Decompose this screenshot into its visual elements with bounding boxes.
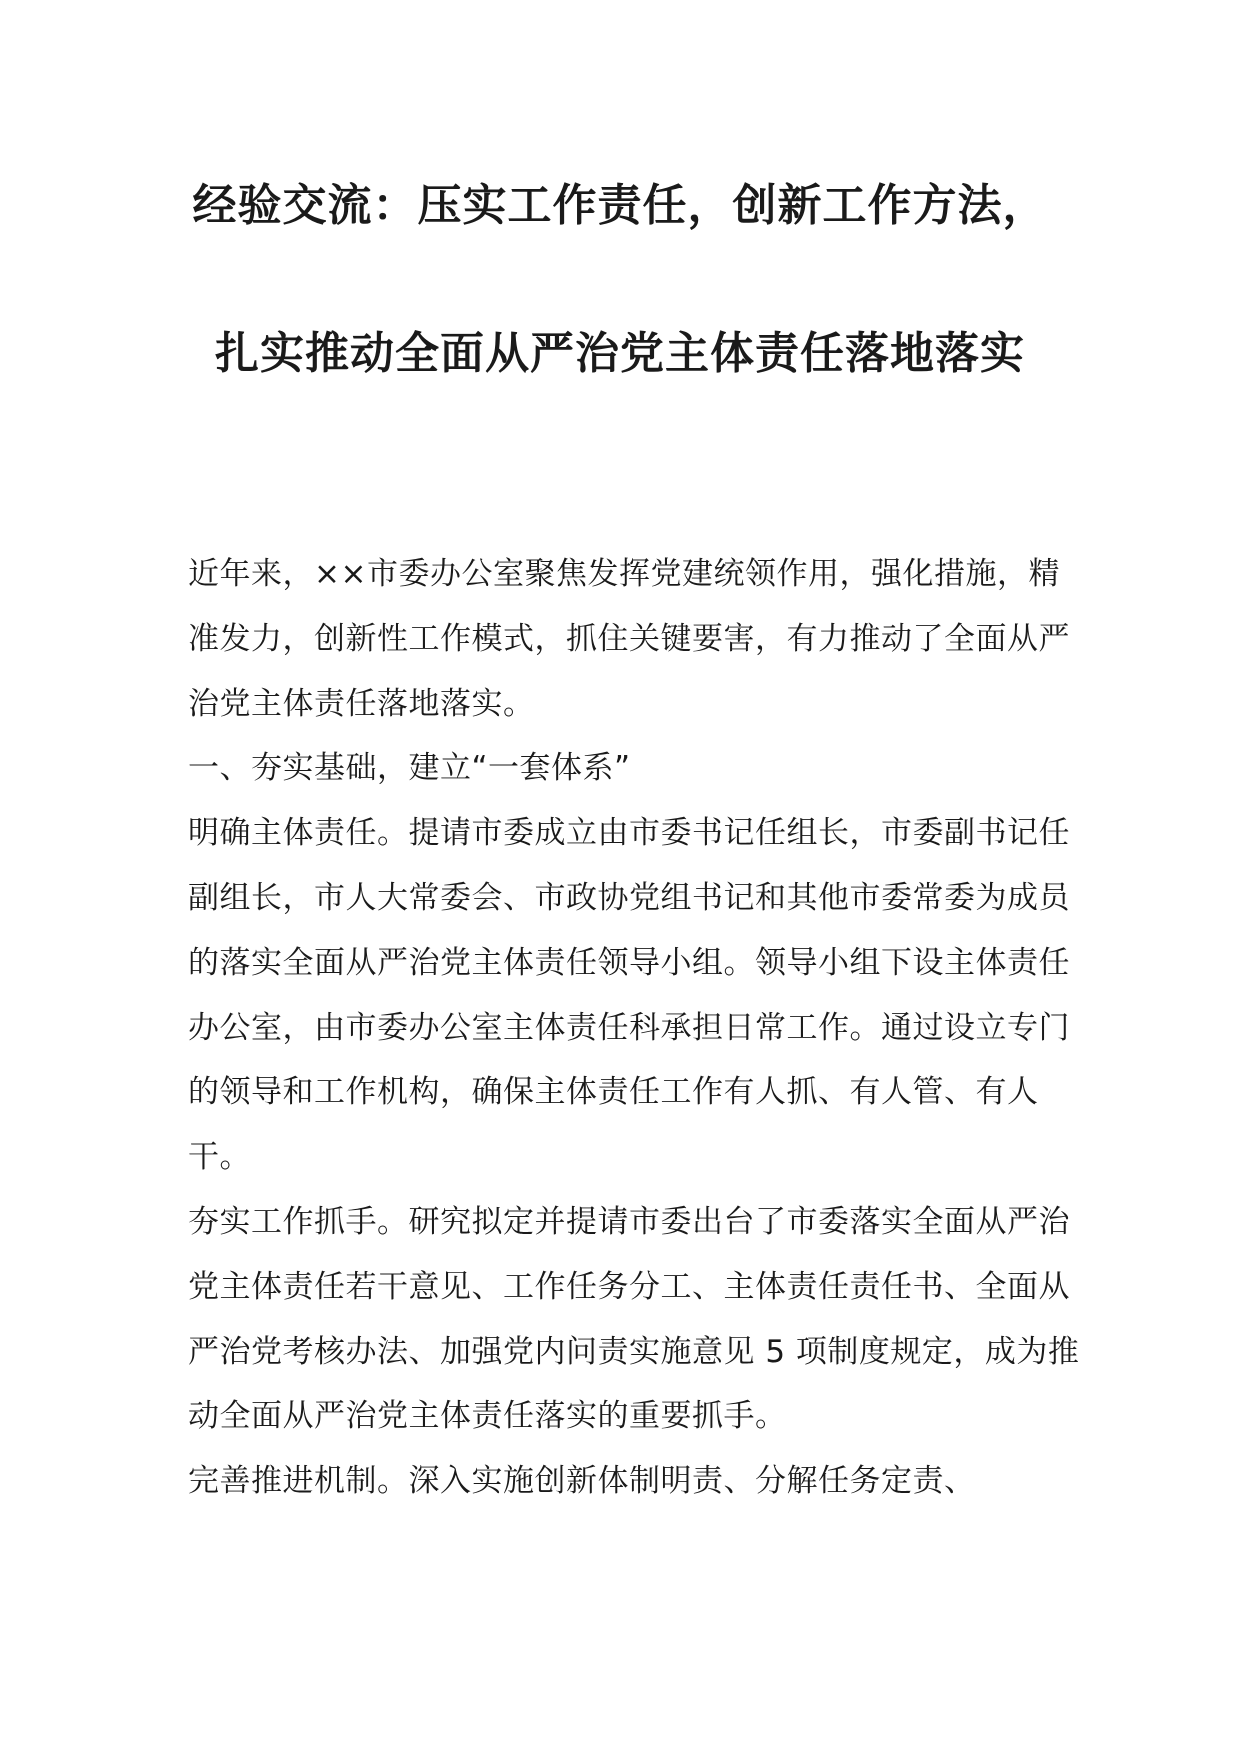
title-line-1: 经验交流：压实工作责任，创新工作方法，: [192, 180, 1048, 231]
section-heading-1: 一、夯实基础，建立“一套体系”: [188, 750, 631, 787]
paragraph-work-handle: 夯实工作抓手。研究拟定并提请市委出台了市委落实全面从严治党主体责任若干意见、工作任务分工、主体责任责任书、全面从严治党考核办法、加强党内问责实施意见 5 项制度规定，成为推动全面从严治党主体责任落实的重要抓手。: [188, 1203, 1080, 1435]
title-line-2: 扎实推动全面从严治党主体责任落地落实: [215, 328, 1025, 379]
document-body: [188, 542, 1088, 1514]
paragraph-main-responsibility: 明确主体责任。提请市委成立由市委书记任组长，市委副书记任副组长，市人大常委会、市政协党组书记和其他市委常委为成员的落实全面从严治党主体责任领导小组。领导小组下设主体责任办公室，由市委办公室主体责任科承担日常工作。通过设立专门的领导和工作机构，确保主体责任工作有人抓、有人管、有人干。: [188, 815, 1070, 1176]
document-title: [140, 176, 1100, 384]
paragraph-mechanism: 完善推进机制。深入实施创新体制明责、分解任务定责、: [188, 1463, 976, 1500]
intro-paragraph: 近年来，××市委办公室聚焦发挥党建统领作用，强化措施，精准发力，创新性工作模式，抓住关键要害，有力推动了全面从严治党主体责任落地落实。: [188, 556, 1070, 722]
